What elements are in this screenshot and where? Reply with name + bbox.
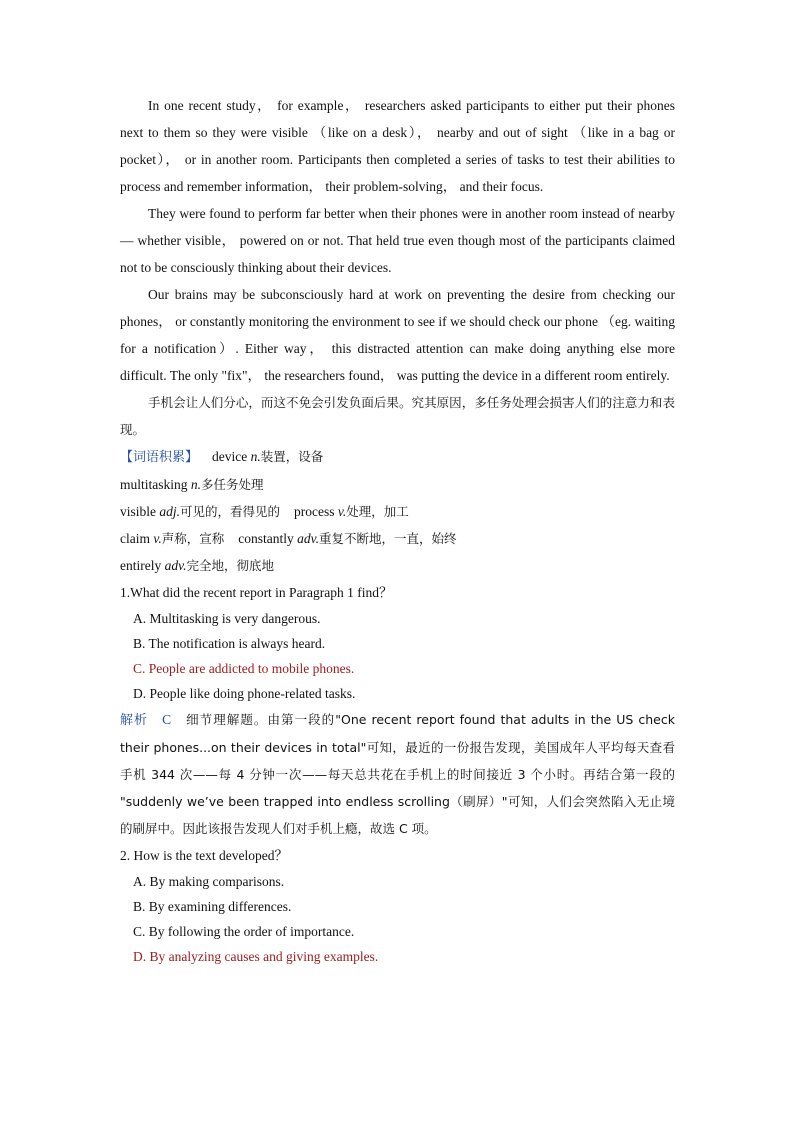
passage-paragraph-2: They were found to perform far better when their phones were in another room instead of nearby — whether visible， powered on or not. That held true even though most of the participants claimed not to be consciously thinking about their devices.	[120, 206, 675, 275]
vocab-pos: adv.	[164, 558, 187, 573]
vocab-pos: adv.	[297, 531, 320, 546]
vocab-pos: n.	[250, 449, 261, 464]
vocab-line-2	[120, 471, 675, 498]
vocab-word: claim	[120, 531, 150, 546]
passage-summary: 手机会让人们分心，而这不免会引发负面后果。究其原因，多任务处理会损害人们的注意力和表现。	[120, 395, 675, 437]
analysis-label: 解析	[120, 713, 149, 728]
vocab-pos: n.	[190, 477, 201, 492]
vocabulary-section	[120, 443, 675, 579]
vocab-word: device	[212, 449, 248, 464]
vocab-line-5	[120, 552, 675, 579]
analysis-block	[120, 706, 675, 842]
vocab-line-1	[120, 443, 675, 471]
question-stem: 2. How is the text developed？	[120, 848, 288, 863]
option-d: D. People like doing phone-related tasks.	[133, 686, 356, 701]
vocab-word: process	[294, 504, 335, 519]
option-a: A. Multitasking is very dangerous.	[133, 611, 321, 626]
vocab-meaning: 处理，加工	[346, 504, 409, 519]
vocab-line-3	[120, 498, 675, 525]
vocab-pos: v.	[337, 504, 347, 519]
vocab-meaning: 声称，宣称	[161, 531, 225, 546]
vocab-meaning: 完全地，彻底地	[186, 558, 274, 573]
vocab-word: constantly	[238, 531, 294, 546]
question-2	[120, 842, 675, 969]
vocab-word: visible	[120, 504, 156, 519]
vocab-meaning: 重复不断地，一直，始终	[319, 531, 457, 546]
vocab-word: entirely	[120, 558, 162, 573]
option-c-correct: C. People are addicted to mobile phones.	[133, 661, 355, 676]
vocab-heading: 【词语积累】	[120, 450, 199, 465]
document-content	[120, 92, 675, 969]
passage-paragraph-1: In one recent study， for example， researchers asked participants to either put their phones next to them so they were visible （like on a desk）， nearby and out of sight （like in a bag or pocket）， or in another room. Participants then completed a series of tasks to test their abilities to process and remember information， their problem-solving， and their focus.	[120, 98, 675, 194]
passage-paragraph-3: Our brains may be subconsciously hard at work on preventing the desire from checking our phones， or constantly monitoring the environment to see if we should check our phone （eg. waiting for a notification）. Either way， this distracted attention can make doing anything else more difficult. The only "fix"， the researchers found， was putting the device in a different room entirely.	[120, 287, 675, 383]
question-stem: 1.What did the recent report in Paragraph 1 find？	[120, 585, 393, 600]
vocab-meaning: 装置，设备	[260, 449, 324, 464]
question-1	[120, 579, 675, 842]
analysis-answer: C	[162, 712, 172, 727]
vocab-meaning: 可见的，看得见的	[180, 504, 281, 519]
option-a: A. By making comparisons.	[133, 874, 285, 889]
analysis-text: 细节理解题。由第一段的"One recent report found that adults in the US check their phones...on their devices in total"可知，最近的一份报告发现，美国成年人平均每天查看手机 344 次——每 4 分钟一次——每天总共花在手机上的时间接近 3 个小时。再结合第一段的 "suddenly we’ve been trapped into endless scrolling（刷屏）"可知，人们会突然陷入无止境的刷屏中。因此该报告发现人们对手机上瘾，故选 C 项。	[120, 712, 675, 836]
vocab-meaning: 多任务处理	[201, 477, 264, 492]
vocab-pos: adj.	[159, 504, 181, 519]
option-d-correct: D. By analyzing causes and giving examples.	[133, 949, 379, 964]
option-c: C. By following the order of importance.	[133, 924, 355, 939]
vocab-line-4	[120, 525, 675, 552]
option-b: B. By examining differences.	[133, 899, 292, 914]
option-b: B. The notification is always heard.	[133, 636, 326, 651]
vocab-word: multitasking	[120, 477, 188, 492]
vocab-pos: v.	[153, 531, 162, 546]
